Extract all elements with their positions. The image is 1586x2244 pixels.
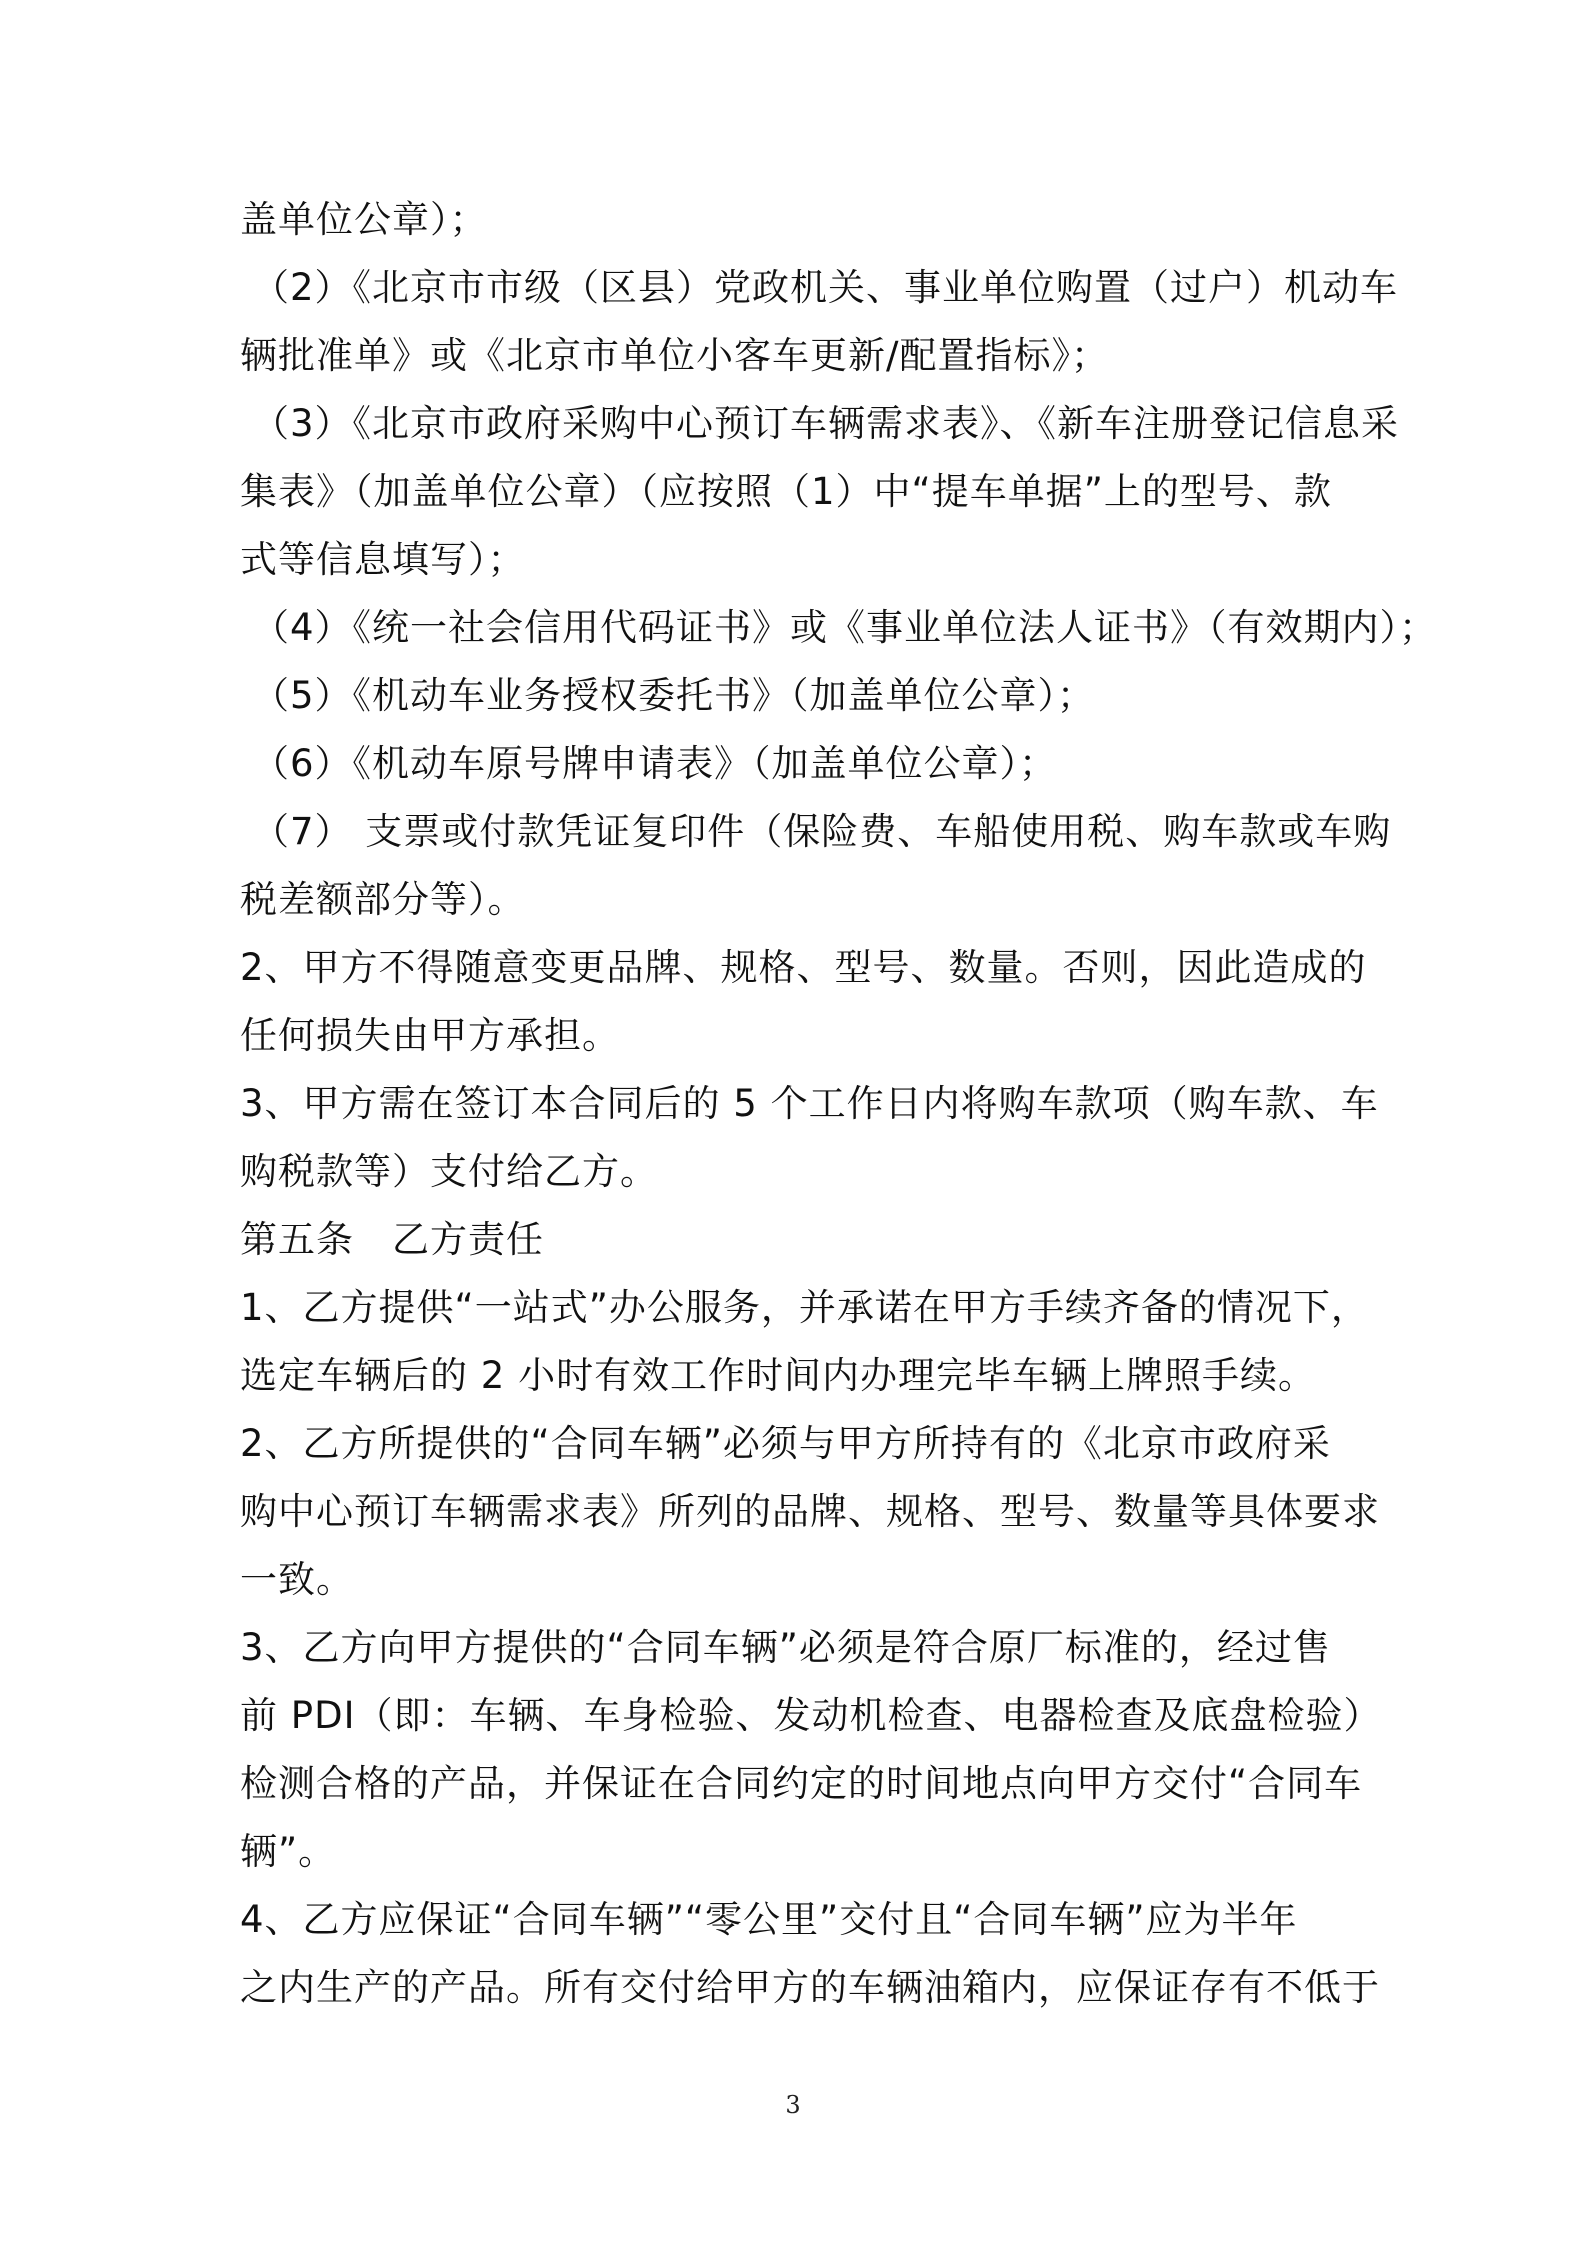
text-line: 盖单位公章）；: [240, 198, 488, 241]
section-heading: 第五条 乙方责任: [240, 1218, 544, 1261]
text-line: 式等信息填写）；: [240, 538, 526, 581]
text-line: 购中心预订车辆需求表》所列的品牌、规格、型号、数量等具体要求: [240, 1490, 1380, 1533]
text-line: 前 PDI（即：车辆、车身检验、发动机检查、电器检查及底盘检验）: [240, 1694, 1382, 1737]
page-number: 3: [785, 2091, 801, 2119]
text-line: 购税款等）支付给乙方。: [240, 1150, 658, 1193]
text-line: （2）《北京市市级（区县）党政机关、事业单位购置（过户）机动车: [252, 266, 1399, 309]
text-line: 2、乙方所提供的“合同车辆”必须与甲方所持有的《北京市政府采: [240, 1422, 1331, 1465]
text-line: 3、乙方向甲方提供的“合同车辆”必须是符合原厂标准的，经过售: [240, 1626, 1331, 1669]
text-line: 3、甲方需在签订本合同后的 5 个工作日内将购车款项（购车款、车: [240, 1082, 1379, 1125]
text-line: 2、甲方不得随意变更品牌、规格、型号、数量。否则，因此造成的: [240, 946, 1367, 989]
text-line: 之内生产的产品。所有交付给甲方的车辆油箱内，应保证存有不低于: [240, 1966, 1380, 2009]
text-line: 1、乙方提供“一站式”办公服务，并承诺在甲方手续齐备的情况下，: [240, 1286, 1369, 1329]
text-line: （3）《北京市政府采购中心预订车辆需求表》、《新车注册登记信息采: [252, 402, 1400, 445]
text-line: 检测合格的产品，并保证在合同约定的时间地点向甲方交付“合同车: [240, 1762, 1363, 1805]
text-line: （6）《机动车原号牌申请表》（加盖单位公章）；: [252, 742, 1058, 785]
text-line: 集表》（加盖单位公章）（应按照（1）中“提车单据”上的型号、款: [240, 470, 1332, 513]
text-line: 4、乙方应保证“合同车辆”“零公里”交付且“合同车辆”应为半年: [240, 1898, 1298, 1941]
text-line: （5）《机动车业务授权委托书》（加盖单位公章）；: [252, 674, 1096, 717]
text-line: 辆批准单》或《北京市单位小客车更新/配置指标》；: [240, 334, 1109, 377]
text-line: 选定车辆后的 2 小时有效工作时间内办理完毕车辆上牌照手续。: [240, 1354, 1317, 1397]
text-line: 一致。: [240, 1558, 354, 1601]
text-line: 任何损失由甲方承担。: [240, 1014, 620, 1057]
text-line: （7） 支票或付款凭证复印件（保险费、车船使用税、购车款或车购: [252, 810, 1392, 853]
text-line: （4）《统一社会信用代码证书》或《事业单位法人证书》（有效期内）；: [252, 606, 1438, 649]
text-line: 辆”。: [240, 1830, 337, 1873]
text-line: 税差额部分等）。: [240, 878, 526, 921]
